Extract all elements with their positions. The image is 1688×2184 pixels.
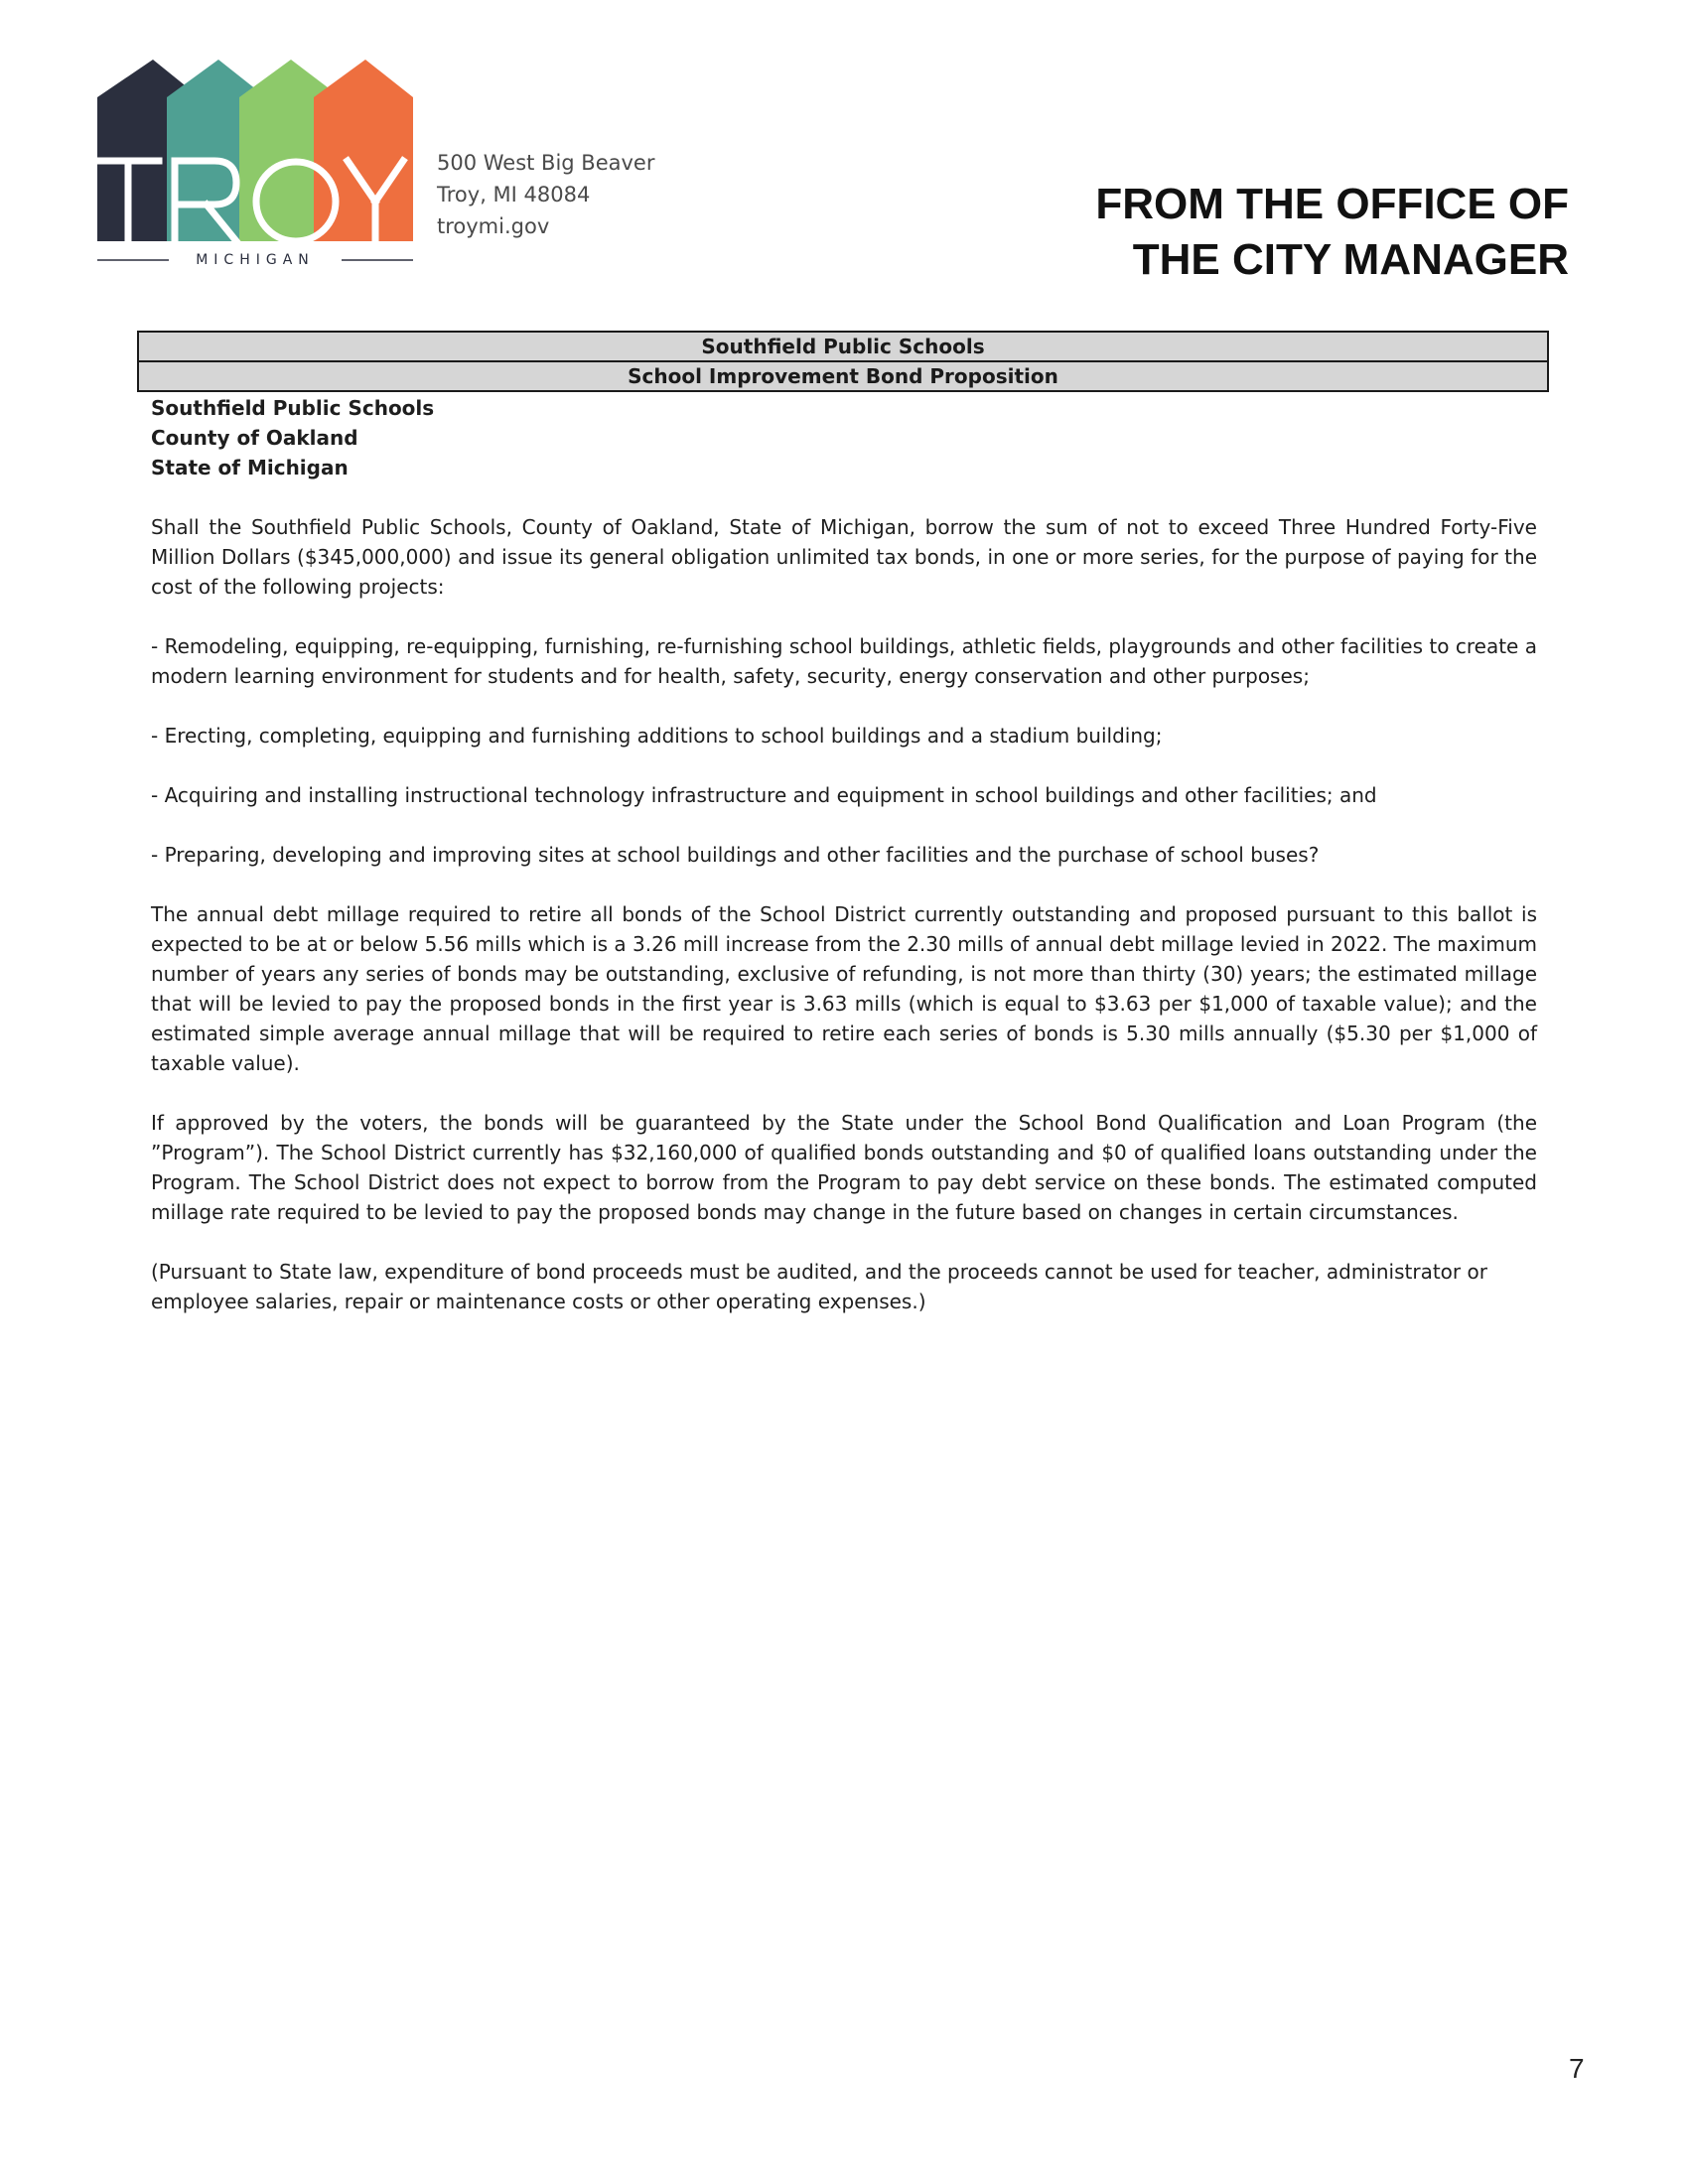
- paragraph-guarantee: If approved by the voters, the bonds will be guaranteed by the State under the School Bond Qualification and Loan Program (the ”Program”). The School District currently has $32,160,000 of qualified bonds outstanding and $0 of qualified loans outstanding under the Program. The School District does not expect to borrow from the Program to pay debt service on these bonds. The estimated computed millage rate required to be levied to pay the proposed bonds may change in the future based on changes in certain circumstances.: [151, 1111, 1537, 1224]
- city-address: [437, 147, 655, 242]
- logo-subtitle: MICHIGAN: [196, 252, 315, 268]
- page-number: 7: [1569, 2053, 1585, 2084]
- body-headings: [151, 393, 1537, 482]
- title-bar-district: Southfield Public Schools: [137, 331, 1549, 362]
- address-street: 500 West Big Beaver: [437, 151, 655, 175]
- paragraph-state-law: (Pursuant to State law, expenditure of bond proceeds must be audited, and the proceeds cannot be used for teacher, administrator or employee salaries, repair or maintenance costs or other operating expenses.): [151, 1260, 1487, 1313]
- bullet-sites: - Preparing, developing and improving sites at school buildings and other facilities and the purchase of school buses?: [151, 843, 1320, 867]
- heading-state: State of Michigan: [151, 456, 349, 479]
- bullet-erecting: - Erecting, completing, equipping and furnishing additions to school buildings and a stadium building;: [151, 724, 1163, 748]
- troy-logo: [97, 58, 413, 276]
- paragraph-ballot-question: Shall the Southfield Public Schools, County of Oakland, State of Michigan, borrow the sum of not to exceed Three Hundred Forty-Five Million Dollars ($345,000,000) and issue its general obligation unlimited tax bonds, in one or more series, for the purpose of paying for the cost of the following projects:: [151, 515, 1537, 599]
- bullet-technology: - Acquiring and installing instructional technology infrastructure and equipment in school buildings and other facilities; and: [151, 783, 1377, 807]
- heading-county: County of Oakland: [151, 426, 358, 450]
- heading-district: Southfield Public Schools: [151, 396, 435, 420]
- office-line-1: FROM THE OFFICE OF: [1095, 180, 1569, 228]
- office-heading: [1095, 177, 1569, 288]
- proposition-body: [151, 393, 1537, 1346]
- address-city: Troy, MI 48084: [437, 183, 591, 206]
- proposition-title-box: [137, 331, 1549, 392]
- website-link[interactable]: troymi.gov: [437, 214, 550, 238]
- paragraph-millage: The annual debt millage required to retire all bonds of the School District currently outstanding and proposed pursuant to this ballot is expected to be at or below 5.56 mills which is a 3.26 mill increase from the 2.30 mills of annual debt millage levied in 2022. The maximum number of years any series of bonds may be outstanding, exclusive of refunding, is not more than thirty (30) years; the estimated millage that will be levied to pay the proposed bonds in the first year is 3.63 mills (which is equal to $3.63 per $1,000 of taxable value); and the estimated simple average annual millage that will be required to retire each series of bonds is 5.30 mills annually ($5.30 per $1,000 of taxable value).: [151, 902, 1537, 1075]
- office-line-2: THE CITY MANAGER: [1132, 235, 1569, 284]
- title-bar-proposition: School Improvement Bond Proposition: [137, 362, 1549, 392]
- bullet-remodeling: - Remodeling, equipping, re-equipping, furnishing, re-furnishing school buildings, athletic fields, playgrounds and other facilities to create a modern learning environment for students and for health, safety, security, energy conservation and other purposes;: [151, 634, 1537, 688]
